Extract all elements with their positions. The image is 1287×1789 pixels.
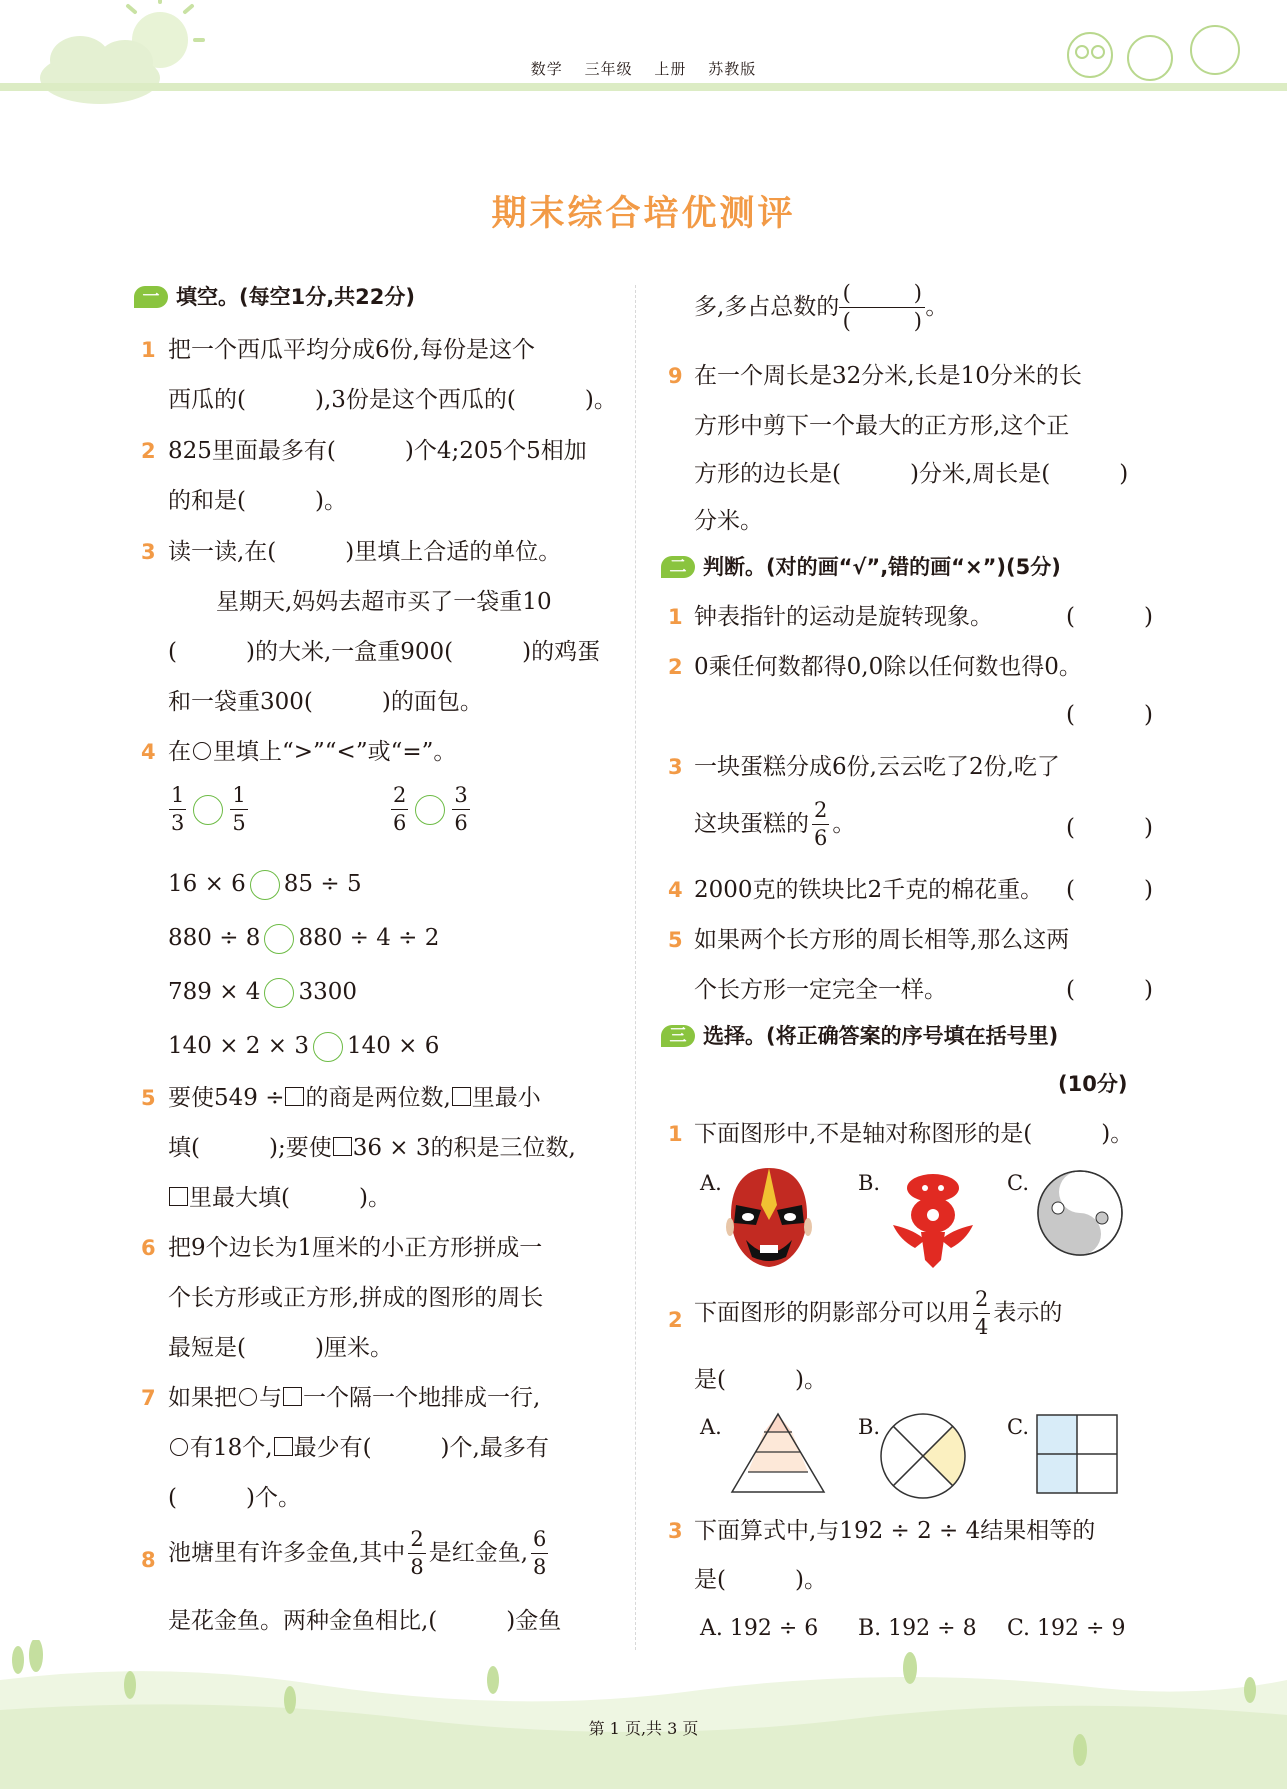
q2-line-1: 825里面最多有( )个4;205个5相加	[168, 438, 587, 464]
numerator: 2	[973, 1289, 990, 1314]
c1-number: 1	[668, 1122, 683, 1146]
q7-number: 7	[141, 1386, 156, 1410]
section-2-badge: 二	[661, 556, 695, 578]
footer-landscape	[0, 1640, 1287, 1789]
q7-line-3: ( )个。	[168, 1485, 301, 1511]
q8-line-3	[694, 283, 948, 332]
fraction	[812, 800, 829, 849]
section-1-label: 填空。(每空1分,共22分)	[176, 285, 416, 309]
denominator: 5	[232, 811, 246, 835]
numerator: 2	[408, 1529, 425, 1554]
numerator: 2	[812, 800, 829, 825]
numerator: 1	[169, 785, 186, 810]
compare-circle-blank[interactable]	[313, 1032, 343, 1062]
header-volume: 上册	[654, 60, 687, 78]
j1-answer-paren[interactable]: ( )	[1066, 604, 1153, 630]
expr-left: 880 ÷ 8	[168, 925, 261, 951]
compare-circle-blank[interactable]	[264, 978, 294, 1008]
c2-line-1	[694, 1289, 1062, 1338]
q4-instruction	[168, 737, 456, 767]
j4-text: 2000克的铁块比2千克的棉花重。	[694, 877, 1044, 903]
denominator-blank: ( )	[842, 309, 922, 333]
q5-line-3	[168, 1183, 391, 1213]
j3-answer-paren[interactable]: ( )	[1066, 815, 1153, 841]
q1-number: 1	[141, 338, 156, 362]
j2-answer-paren[interactable]: ( )	[1066, 702, 1153, 728]
c1-option-c-label: C.	[1007, 1171, 1029, 1195]
q5-text: 36 × 3的积是三位数,	[352, 1135, 576, 1161]
c2-option-c-label: C.	[1007, 1415, 1029, 1439]
j3-number: 3	[668, 755, 683, 779]
expr-left: 789 × 4	[168, 979, 261, 1005]
q5-line-2	[168, 1133, 576, 1163]
q8-number: 8	[141, 1548, 156, 1572]
expr-left: 140 × 2 × 3	[168, 1033, 309, 1059]
q3-line-4: 和一袋重300( )的面包。	[168, 689, 483, 715]
circle-symbol-icon	[239, 1388, 257, 1406]
c3-line-1: 下面算式中,与192 ÷ 2 ÷ 4结果相等的	[694, 1518, 1096, 1544]
fraction	[169, 785, 186, 834]
fraction	[408, 1529, 425, 1578]
section-1-badge: 一	[134, 286, 168, 308]
page-title: 期末综合培优测评	[491, 194, 796, 234]
q7-text: 如果把	[168, 1385, 237, 1411]
numerator: 1	[230, 785, 247, 810]
c2-text: 下面图形的阴影部分可以用	[694, 1300, 970, 1326]
q4-text-a: 在	[168, 739, 191, 765]
blank-fraction[interactable]	[839, 283, 925, 332]
expr-left: 16 × 6	[168, 871, 246, 897]
c3-number: 3	[668, 1519, 683, 1543]
expr-right: 85 ÷ 5	[283, 871, 362, 897]
j1-text: 钟表指针的运动是旋转现象。	[694, 604, 993, 630]
denominator: 6	[814, 826, 828, 850]
triangle-figure-icon	[730, 1412, 826, 1496]
yin-yang-icon	[1035, 1168, 1125, 1258]
numerator: 2	[391, 785, 408, 810]
fraction	[391, 785, 408, 834]
j3-text: 这块蛋糕的	[694, 811, 809, 837]
header-info	[0, 58, 1287, 79]
circle-symbol-icon	[170, 1438, 188, 1456]
fraction	[973, 1289, 990, 1338]
header-edition: 苏教版	[708, 60, 757, 78]
q7-line-2	[168, 1433, 549, 1463]
q6-line-3: 最短是( )厘米。	[168, 1335, 393, 1361]
fraction	[531, 1529, 548, 1578]
j5-line-2: 个长方形一定完全一样。	[694, 977, 947, 1003]
j2-number: 2	[668, 655, 683, 679]
circle-symbol-icon	[193, 742, 211, 760]
c3-option-a: A. 192 ÷ 6	[700, 1616, 819, 1641]
q7-text: 最少有( )个,最多有	[293, 1435, 549, 1461]
circle-figure-icon	[880, 1413, 966, 1499]
q6-line-1: 把9个边长为1厘米的小正方形拼成一	[168, 1235, 543, 1261]
j3-line-1: 一块蛋糕分成6份,云云吃了2份,吃了	[694, 754, 1060, 780]
q2-line-2: 的和是( )。	[168, 488, 347, 514]
fraction	[230, 785, 247, 834]
denominator: 8	[410, 1555, 424, 1579]
q8-text: 多,多占总数的	[694, 294, 840, 320]
q5-text: 要使549 ÷	[168, 1085, 285, 1111]
j5-answer-paren[interactable]: ( )	[1066, 977, 1153, 1003]
square-symbol-icon	[169, 1187, 188, 1206]
q9-line-1: 在一个周长是32分米,长是10分米的长	[694, 363, 1082, 389]
q4-compare-3	[168, 866, 362, 902]
q5-text: 填( );要使	[168, 1135, 332, 1161]
c1-option-a-label: A.	[700, 1171, 722, 1195]
q4-fraction-compare-2	[388, 785, 473, 834]
j5-line-1: 如果两个长方形的周长相等,那么这两	[694, 927, 1070, 953]
q5-line-1	[168, 1083, 541, 1113]
compare-circle-blank[interactable]	[250, 870, 280, 900]
q6-line-2: 个长方形或正方形,拼成的图形的周长	[168, 1285, 544, 1311]
j3-text: 。	[832, 811, 856, 837]
q8-text: 。	[925, 294, 949, 320]
q3-line-1: 读一读,在( )里填上合适的单位。	[168, 539, 562, 565]
section-2-heading	[661, 552, 1061, 582]
q9-line-4: 分米。	[694, 508, 763, 534]
q9-line-2: 方形中剪下一个最大的正方形,这个正	[694, 413, 1070, 439]
q6-number: 6	[141, 1236, 156, 1260]
compare-circle-blank[interactable]	[193, 795, 223, 825]
q7-line-1	[168, 1383, 540, 1413]
c2-option-a-label: A.	[700, 1415, 722, 1439]
square-symbol-icon	[283, 1387, 302, 1406]
q5-text: 里最小	[471, 1085, 541, 1111]
q4-compare-4	[168, 920, 439, 956]
square-symbol-icon	[452, 1087, 471, 1106]
q1-line-2: 西瓜的( ),3份是这个西瓜的( )。	[168, 387, 617, 413]
q7-text: 有18个,	[190, 1435, 273, 1461]
expr-right: 880 ÷ 4 ÷ 2	[298, 925, 440, 951]
header-decoration	[0, 0, 1287, 110]
c1-text: 下面图形中,不是轴对称图形的是( )。	[694, 1121, 1134, 1147]
numerator: 3	[452, 785, 469, 810]
c2-option-b-label: B.	[858, 1415, 881, 1439]
square-symbol-icon	[274, 1437, 293, 1456]
expr-right: 140 × 6	[346, 1033, 440, 1059]
denominator: 4	[975, 1315, 989, 1339]
j4-answer-paren[interactable]: ( )	[1066, 877, 1153, 903]
q4-compare-5	[168, 974, 357, 1010]
q2-number: 2	[141, 439, 156, 463]
q7-text: 一个隔一个地排成一行,	[303, 1385, 541, 1411]
j3-line-2	[694, 800, 855, 849]
paper-cut-icon	[885, 1170, 981, 1270]
j5-number: 5	[668, 928, 683, 952]
q9-line-3: 方形的边长是( )分米,周长是( )	[694, 461, 1129, 487]
compare-circle-blank[interactable]	[415, 795, 445, 825]
section-3-heading	[661, 1021, 1058, 1051]
denominator: 6	[454, 811, 468, 835]
c2-number: 2	[668, 1308, 683, 1332]
square-symbol-icon	[285, 1087, 304, 1106]
q4-fraction-compare-1	[166, 785, 251, 834]
section-3-label: 选择。(将正确答案的序号填在括号里)	[703, 1024, 1059, 1048]
numerator-blank: ( )	[839, 283, 925, 308]
j2-text: 0乘任何数都得0,0除以任何数也得0。	[694, 654, 1082, 680]
section-2-label: 判断。(对的画“√”,错的画“×”)(5分)	[703, 555, 1061, 579]
q3-number: 3	[141, 540, 156, 564]
q8-line-1	[168, 1529, 551, 1578]
q5-text: 的商是两位数,	[305, 1085, 451, 1111]
denominator: 3	[171, 811, 185, 835]
square-symbol-icon	[333, 1137, 352, 1156]
opera-mask-icon	[726, 1165, 812, 1270]
q8-text: 池塘里有许多金鱼,其中	[168, 1540, 406, 1566]
q4-text-b: 里填上“>”“<”或“=”。	[213, 739, 457, 765]
c3-line-2: 是( )。	[694, 1567, 827, 1593]
c2-text: 表示的	[993, 1300, 1063, 1326]
column-divider	[635, 285, 636, 1650]
header-subject: 数学	[530, 60, 563, 78]
denominator: 6	[393, 811, 407, 835]
c3-option-b: B. 192 ÷ 8	[858, 1616, 977, 1641]
section-1-heading	[134, 282, 415, 312]
q7-text: 与	[259, 1385, 282, 1411]
q8-line-2: 是花金鱼。两种金鱼相比,( )金鱼	[168, 1608, 562, 1634]
j1-number: 1	[668, 605, 683, 629]
q5-text: 里最大填( )。	[189, 1185, 391, 1211]
denominator: 8	[533, 1555, 547, 1579]
q4-number: 4	[141, 740, 156, 764]
c2-line-2: 是( )。	[694, 1367, 827, 1393]
q5-number: 5	[141, 1086, 156, 1110]
header-grade: 三年级	[584, 60, 633, 78]
q1-line-1: 把一个西瓜平均分成6份,每份是这个	[168, 337, 535, 363]
numerator: 6	[531, 1529, 548, 1554]
compare-circle-blank[interactable]	[264, 924, 294, 954]
c1-option-b-label: B.	[858, 1171, 881, 1195]
q4-compare-6	[168, 1028, 439, 1064]
j4-number: 4	[668, 878, 683, 902]
q8-text: 是红金鱼,	[428, 1540, 528, 1566]
page-number: 第 1 页,共 3 页	[588, 1719, 699, 1738]
square-figure-icon	[1035, 1413, 1119, 1495]
expr-right: 3300	[298, 979, 357, 1005]
section-3-badge: 三	[661, 1025, 695, 1047]
fraction	[452, 785, 469, 834]
c3-option-c: C. 192 ÷ 9	[1007, 1616, 1126, 1641]
section-3-points: (10分)	[1058, 1072, 1128, 1096]
q9-number: 9	[668, 364, 683, 388]
header-rule	[0, 83, 1287, 91]
q3-line-2: 星期天,妈妈去超市买了一袋重10	[216, 589, 552, 615]
q3-line-3: ( )的大米,一盒重900( )的鸡蛋	[168, 639, 601, 665]
